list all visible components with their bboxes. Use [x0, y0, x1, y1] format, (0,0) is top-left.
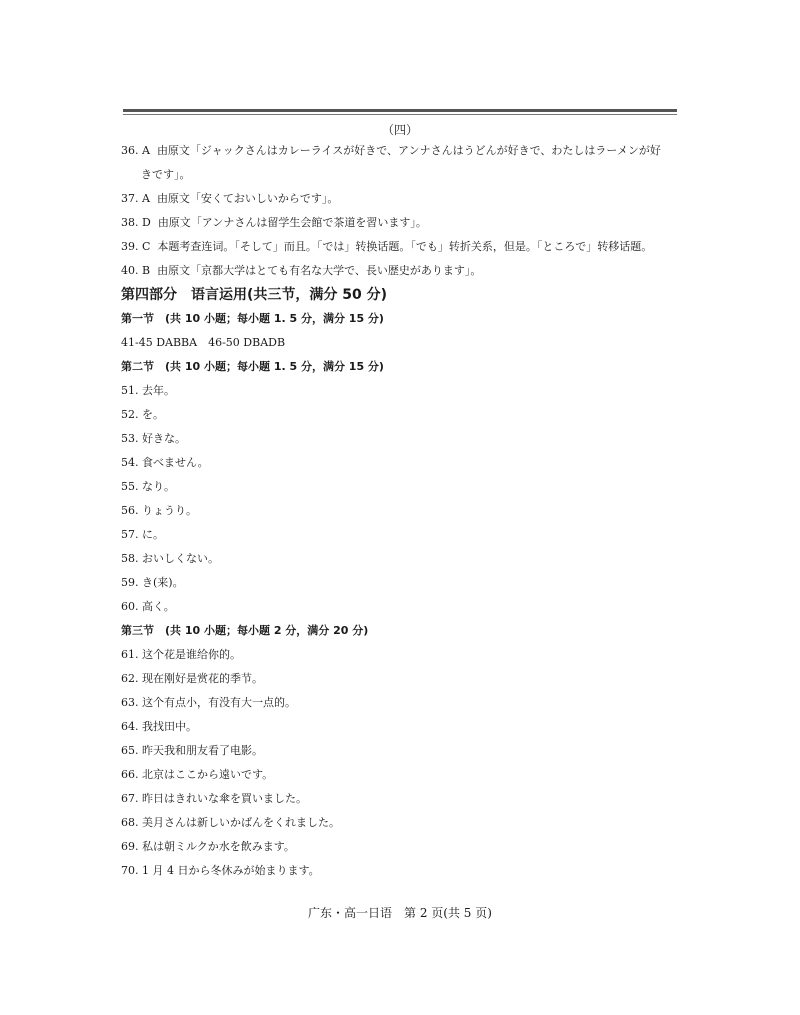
answer-36 [121, 144, 681, 158]
answer-number: 36. A [121, 144, 150, 157]
list-item: 54. 食べません。 [121, 456, 209, 469]
list-item: 52. を。 [121, 408, 164, 421]
list-item: 65. 昨天我和朋友看了电影。 [121, 744, 263, 757]
list-item: 60. 高く。 [121, 600, 175, 613]
list-item: 63. 这个有点小，有没有大一点的。 [121, 696, 296, 709]
list-item: 53. 好きな。 [121, 432, 186, 445]
list-item: 51. 去年。 [121, 384, 175, 397]
header-rule-thick [123, 109, 677, 112]
answer-38 [121, 216, 681, 230]
answer-explanation: 由原文「アンナさんは留学生会館で茶道を習います」。 [157, 216, 427, 229]
list-item: 61. 这个花是谁给你的。 [121, 648, 241, 661]
answer-number: 37. A [121, 192, 150, 205]
list-item: 68. 美月さんは新しいかばんをくれました。 [121, 816, 340, 829]
header-rule-thin [123, 114, 677, 115]
list-item: 64. 我找田中。 [121, 720, 197, 733]
section2-title: 第二节 (共 10 小题；每小题 1. 5 分，满分 15 分) [121, 360, 384, 373]
answer-39 [121, 240, 681, 254]
answer-37 [121, 192, 681, 206]
list-item: 69. 私は朝ミルクか水を飲みます。 [121, 840, 295, 853]
section2-answer-list [121, 384, 681, 614]
answer-40 [121, 264, 681, 278]
list-item: 62. 现在刚好是赏花的季节。 [121, 672, 263, 685]
answer-number: 38. D [121, 216, 151, 229]
section3-answer-list [121, 648, 681, 878]
section1-answers: 41-45 DABBA 46-50 DBADB [121, 336, 286, 349]
list-item: 67. 昨日はきれいな傘を買いました。 [121, 792, 307, 805]
section3-title: 第三节 (共 10 小题；每小题 2 分，满分 20 分) [121, 624, 369, 637]
part4-title: 第四部分 语言运用(共三节，满分 50 分) [121, 287, 388, 303]
list-item: 58. おいしくない。 [121, 552, 219, 565]
section-heading: （四） [381, 123, 418, 137]
list-item: 56. りょうり。 [121, 504, 197, 517]
list-item: 59. き(来)。 [121, 576, 184, 589]
page-footer: 广东・高一日语 第 2 页(共 5 页) [308, 906, 492, 920]
answer-explanation: 本题考查连词。「そして」而且。「では」转换话题。「でも」转折关系，但是。「ところで」转移话题。 [157, 240, 653, 253]
answer-key-body [121, 144, 681, 888]
answer-explanation: 由原文「京都大学はとても有名な大学で、長い歴史があります」。 [157, 264, 482, 277]
list-item: 70. 1 月 4 日から冬休みが始まります。 [121, 864, 320, 877]
answer-36-continuation: きです」。 [141, 168, 191, 181]
reading-answer-list [121, 144, 681, 278]
section1-title: 第一节 (共 10 小题；每小题 1. 5 分，满分 15 分) [121, 312, 384, 325]
list-item: 66. 北京はここから遠いです。 [121, 768, 274, 781]
answer-36-text [121, 144, 681, 158]
answer-explanation: 由原文「ジャックさんはカレーライスが好きで、アンナさんはうどんが好きで、わたしはラーメンが好 [156, 144, 661, 157]
answer-explanation: 由原文「安くておいしいからです」。 [156, 192, 339, 205]
answer-number: 40. B [121, 264, 151, 277]
list-item: 55. なり。 [121, 480, 175, 493]
list-item: 57. に。 [121, 528, 164, 541]
answer-number: 39. C [121, 240, 151, 253]
